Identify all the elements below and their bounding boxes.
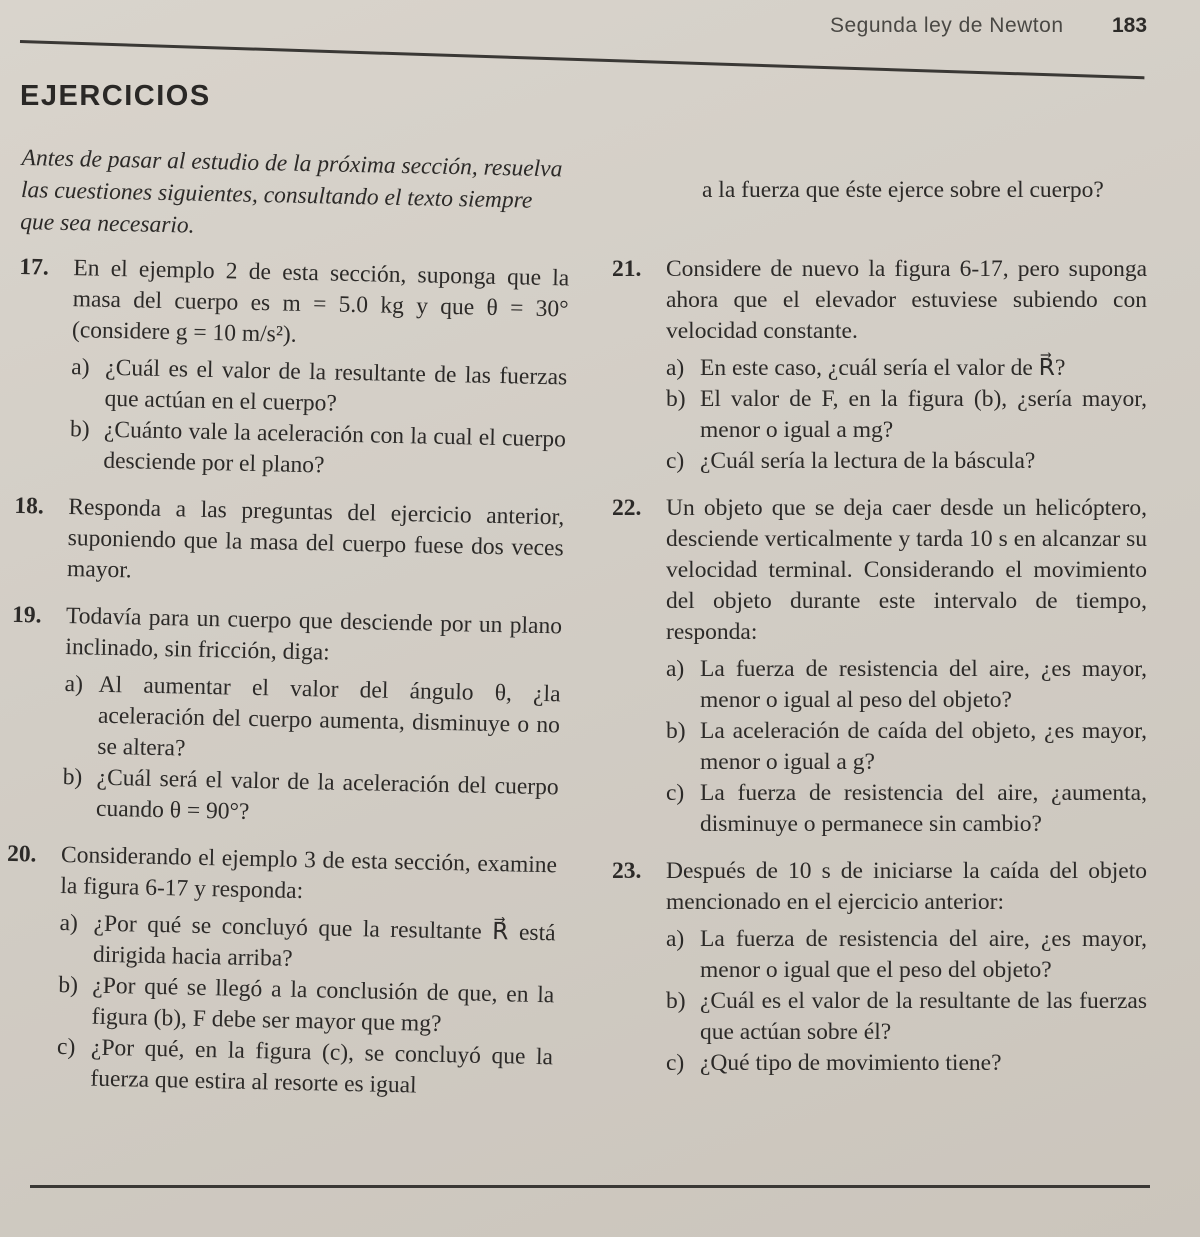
exercise-items <box>666 353 1147 477</box>
exercise-items <box>69 352 567 486</box>
exercise-item <box>59 908 556 980</box>
exercise-item <box>666 986 1147 1048</box>
right-column <box>612 175 1147 1095</box>
exercise-header <box>6 839 557 913</box>
exercise-item <box>63 669 561 772</box>
item-letter: b) <box>666 988 686 1014</box>
item-letter: a) <box>59 909 79 937</box>
exercise-items <box>56 908 556 1104</box>
exercise-header <box>612 493 1147 648</box>
exercise <box>15 252 570 486</box>
item-text: ¿Por qué se llegó a la conclusión de que, en la figura (b), F debe ser mayor que mg? <box>91 972 555 1037</box>
item-text: ¿Por qué, en la figura (c), se concluyó que la fuerza que estira al resorte es igual <box>90 1034 554 1099</box>
item-letter: a) <box>666 355 685 381</box>
right-exercise-list <box>612 254 1147 1079</box>
item-text: La aceleración de caída del objeto, ¿es mayor, menor o igual a g? <box>700 718 1147 775</box>
item-text: La fuerza de resistencia del aire, ¿es mayor, menor o igual al peso del objeto? <box>700 656 1147 713</box>
exercise-item <box>666 654 1147 716</box>
exercise-item <box>57 970 554 1042</box>
item-text: La fuerza de resistencia del aire, ¿aumenta, disminuye o permanece sin cambio? <box>700 780 1147 837</box>
exercise-items <box>666 654 1147 840</box>
left-column <box>2 142 572 1120</box>
exercise-item <box>666 446 1147 477</box>
exercise-item <box>56 1032 553 1104</box>
item-text: ¿Cuál es el valor de la resultante de las fuerzas que actúan sobre él? <box>700 988 1147 1045</box>
exercise-item <box>62 762 559 834</box>
exercise-number: 17. <box>19 253 50 281</box>
item-text: ¿Por qué se concluyó que la resultante R⃗ está dirigida hacia arriba? <box>92 910 556 972</box>
exercise-header <box>612 856 1147 918</box>
item-letter: c) <box>666 1050 685 1076</box>
exercise-statement: Después de 10 s de iniciarse la caída del objeto mencionado en el ejercicio anterior: <box>666 858 1147 915</box>
item-letter: c) <box>666 448 685 474</box>
item-text: ¿Cuánto vale la aceleración con la cual el cuerpo desciende por el plano? <box>103 416 567 479</box>
item-letter: c) <box>56 1033 76 1061</box>
exercise-item <box>70 352 567 424</box>
exercise-header <box>612 254 1147 347</box>
exercise-statement: En el ejemplo 2 de esta sección, suponga que la masa del cuerpo es m = 5.0 kg y que θ = 30° (considere g = 10 m/s²). <box>71 255 570 348</box>
item-letter: a) <box>64 671 84 698</box>
exercise-number: 22. <box>612 495 642 521</box>
intro-paragraph: Antes de pasar al estudio de la próxima sección, resuelva las cuestiones siguientes, consultando el texto siempre que sea necesario. <box>20 144 563 239</box>
item-text: La fuerza de resistencia del aire, ¿es mayor, menor o igual que el peso del objeto? <box>700 926 1147 983</box>
exercise-items <box>62 669 561 834</box>
item-text: ¿Cuál será el valor de la aceleración del cuerpo cuando θ = 90°? <box>95 764 559 825</box>
item-letter: b) <box>58 971 79 999</box>
exercise-statement: Considere de nuevo la figura 6-17, pero suponga ahora que el elevador estuviese subiendo con velocidad constante. <box>666 256 1147 344</box>
section-title: EJERCICIOS <box>20 80 211 112</box>
item-letter: b) <box>69 416 90 443</box>
exercise-statement: Considerando el ejemplo 3 de esta sección, examine la figura 6-17 y responda: <box>60 841 558 905</box>
item-letter: a) <box>666 926 685 952</box>
exercise-item <box>666 716 1147 778</box>
exercise-number: 20. <box>6 840 37 868</box>
exercise <box>612 254 1147 477</box>
left-exercise-list <box>2 252 569 1104</box>
item-text: En este caso, ¿cuál sería el valor de R⃗? <box>700 355 1066 381</box>
page-number: 183 <box>1112 14 1148 37</box>
exercise-statement: Un objeto que se deja caer desde un helicóptero, desciende verticalmente y tarda 10 s en alcanzar su velocidad terminal. Considerando el movimiento del objeto durante este intervalo de tiempo, responda: <box>666 495 1147 645</box>
exercise <box>612 493 1147 840</box>
exercise-header <box>11 600 562 674</box>
exercise-item <box>666 353 1147 384</box>
exercise <box>8 600 563 834</box>
item-text: El valor de F, en la figura (b), ¿sería mayor, menor o igual a mg? <box>700 386 1147 443</box>
item-text: ¿Cuál es el valor de la resultante de las fuerzas que actúan en el cuerpo? <box>104 354 568 417</box>
exercise <box>13 491 565 595</box>
item-letter: b) <box>666 718 686 744</box>
item-letter: b) <box>62 763 83 791</box>
exercise-items <box>666 924 1147 1079</box>
exercise-statement: Responda a las preguntas del ejercicio anterior, suponiendo que la masa del cuerpo fuese dos veces mayor. <box>66 494 565 584</box>
exercise-number: 21. <box>612 256 642 282</box>
item-letter: c) <box>666 780 685 806</box>
running-head: Segunda ley de Newton <box>830 14 1064 37</box>
continued-text: a la fuerza que éste ejerce sobre el cuerpo? <box>702 177 1104 203</box>
item-letter: a) <box>666 656 685 682</box>
exercise-item <box>666 778 1147 840</box>
top-rule <box>20 40 1145 79</box>
exercise <box>2 839 557 1104</box>
item-text: ¿Qué tipo de movimiento tiene? <box>700 1050 1002 1076</box>
exercise-item <box>69 414 566 486</box>
item-letter: b) <box>666 386 686 412</box>
exercise-statement: Todavía para un cuerpo que desciende por un plano inclinado, sin fricción, diga: <box>65 603 563 666</box>
bottom-rule <box>30 1185 1150 1188</box>
item-letter: a) <box>71 354 90 381</box>
exercise <box>612 856 1147 1079</box>
item-text: ¿Cuál sería la lectura de la báscula? <box>700 448 1036 474</box>
item-text: Al aumentar el valor del ángulo θ, ¿la aceleración del cuerpo aumenta, disminuye o no se altera? <box>97 671 561 762</box>
exercise-number: 19. <box>11 601 42 629</box>
exercise-number: 23. <box>612 858 642 884</box>
exercise-item <box>666 924 1147 986</box>
exercise-header <box>13 491 565 595</box>
exercise-number: 18. <box>14 492 45 520</box>
exercise-header <box>18 252 570 356</box>
exercise-item <box>666 384 1147 446</box>
exercise-item <box>666 1048 1147 1079</box>
